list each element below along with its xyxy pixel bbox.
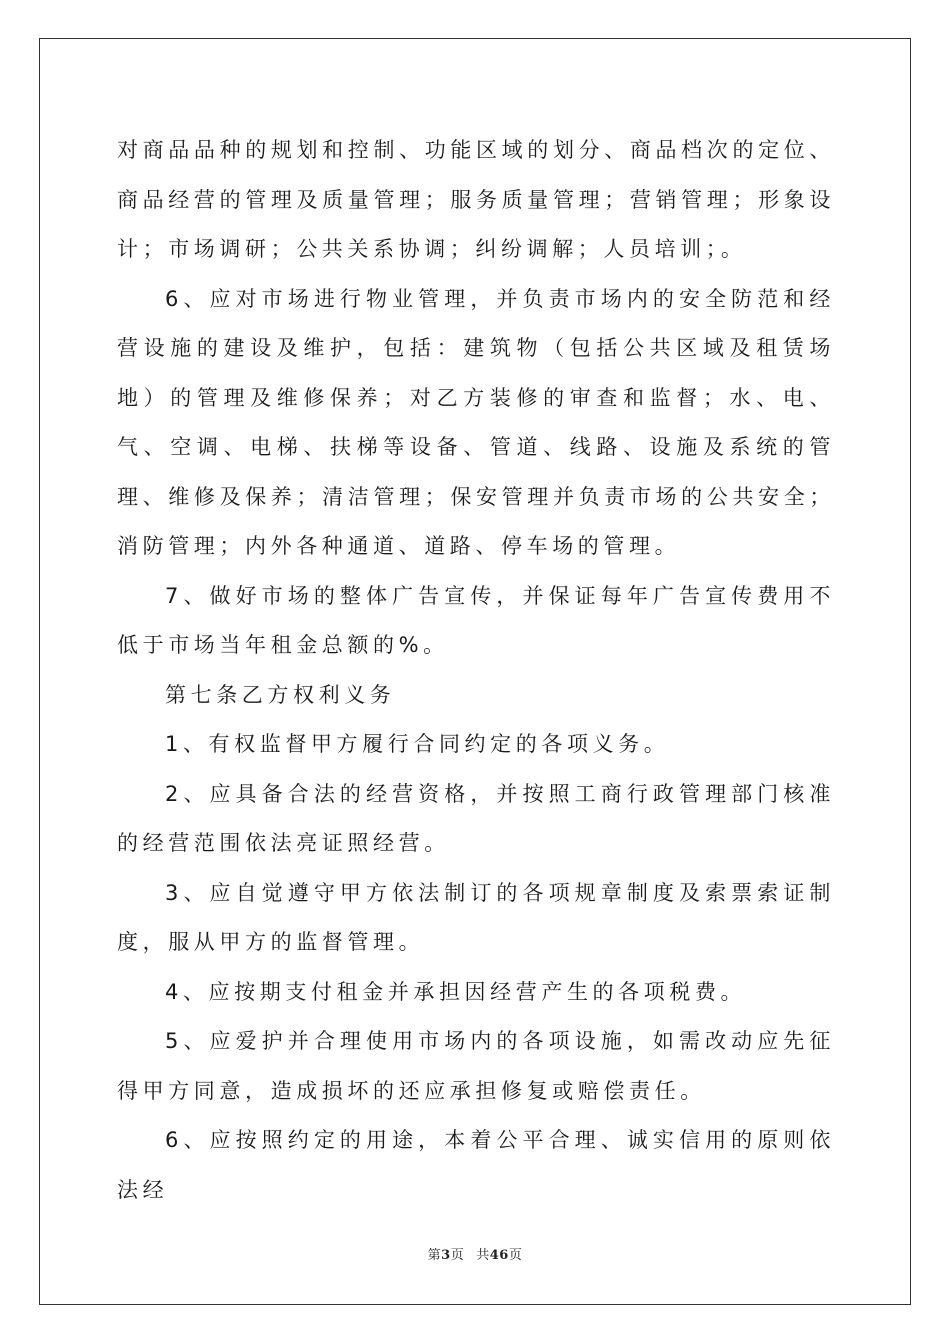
paragraph-clause-6-property-management: 6、应对市场进行物业管理，并负责市场内的安全防范和经营设施的建设及维护，包括：建筑物（包括公共区域及租赁场地）的管理及维修保养；对乙方装修的审查和监督；水、电、气、空调、电梯、扶梯等设备、管道、线路、设施及系统的管理、维修及保养；清洁管理；保安管理并负责市场的公共安全；消防管理；内外各种通道、道路、停车场的管理。 — [117, 286, 835, 558]
total-prefix: 共 — [476, 1248, 490, 1263]
section-heading-article-7: 第七条乙方权利义务 — [165, 682, 396, 707]
paragraph-clause-7-advertising: 7、做好市场的整体广告宣传，并保证每年广告宣传费用不低于市场当年租金总额的%。 — [117, 583, 835, 657]
paragraph-party-b-item-4: 4、应按期支付租金并承担因经营产生的各项税费。 — [165, 979, 747, 1004]
page-suffix: 页 — [450, 1248, 465, 1263]
page-number: 3 — [441, 1248, 451, 1263]
document-body — [117, 126, 835, 1215]
paragraph-party-b-item-5: 5、应爱护并合理使用市场内的各项设施，如需改动应先征得甲方同意，造成损坏的还应承担修复或赔偿责任。 — [117, 1029, 835, 1103]
page-prefix: 第 — [427, 1248, 442, 1263]
paragraph-continuation: 对商品品种的规划和控制、功能区域的划分、商品档次的定位、商品经营的管理及质量管理；服务质量管理；营销管理；形象设计；市场调研；公共关系协调；纠纷调解；人员培训；。 — [117, 138, 835, 261]
paragraph-party-b-item-2: 2、应具备合法的经营资格，并按照工商行政管理部门核准的经营范围依法亮证照经营。 — [117, 781, 835, 855]
total-suffix: 页 — [508, 1248, 523, 1263]
paragraph-party-b-item-6: 6、应按照约定的用途，本着公平合理、诚实信用的原则依法经 — [117, 1128, 835, 1202]
paragraph-party-b-item-3: 3、应自觉遵守甲方依法制订的各项规章制度及索票索证制度，服从甲方的监督管理。 — [117, 880, 835, 954]
page-footer — [0, 1244, 950, 1263]
total-pages: 46 — [489, 1248, 509, 1263]
paragraph-party-b-item-1: 1、有权监督甲方履行合同约定的各项义务。 — [165, 732, 670, 756]
